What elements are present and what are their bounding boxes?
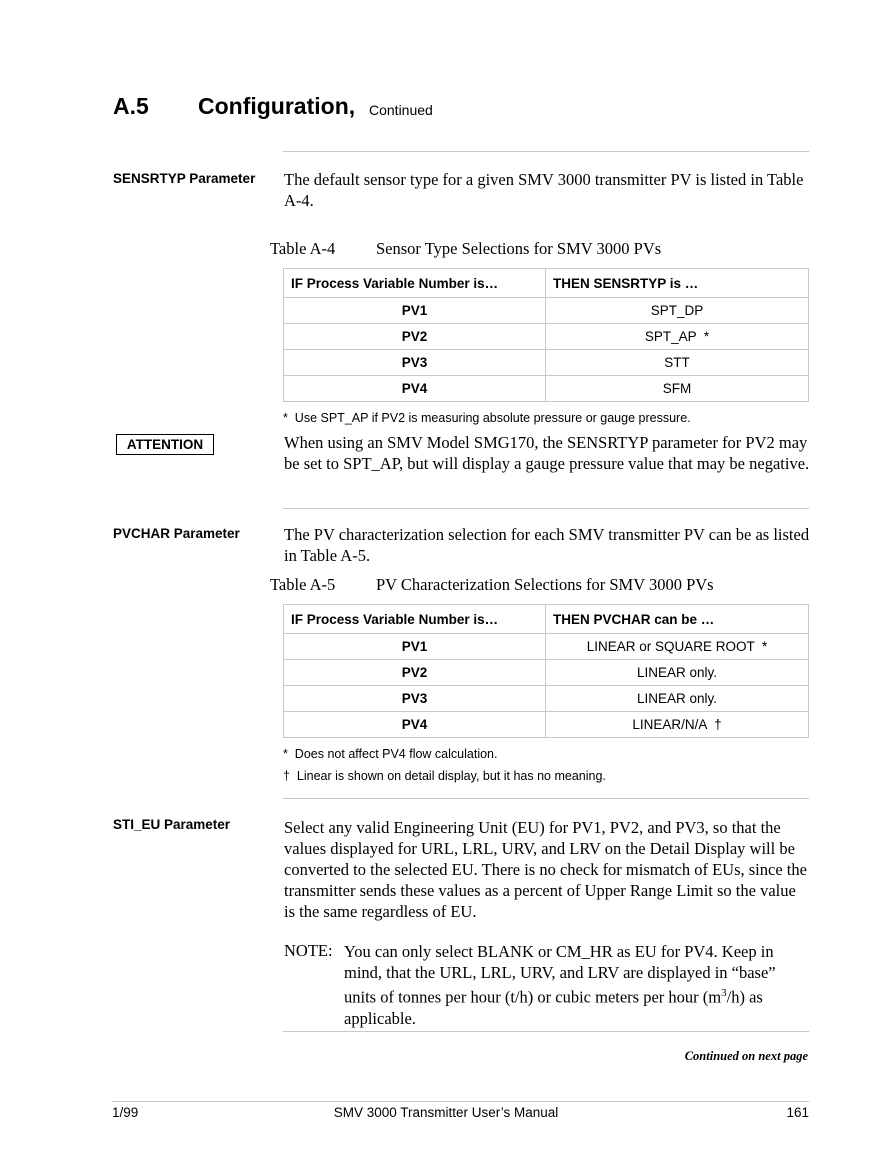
attention-badge: ATTENTION — [116, 434, 214, 455]
sensrtyp-text: The default sensor type for a given SMV 3000 transmitter PV is listed in Table A-4. — [284, 170, 804, 210]
sensrtyp-label: SENSRTYP Parameter — [113, 171, 256, 186]
value-cell: LINEAR or SQUARE ROOT * — [546, 634, 809, 660]
pv-cell: PV2 — [284, 660, 546, 686]
sti-eu-label: STI_EU Parameter — [113, 817, 231, 832]
table-header-cell: THEN SENSRTYP is … — [546, 269, 809, 298]
table-row — [284, 324, 809, 350]
note-label: NOTE: — [284, 941, 333, 960]
table-header-cell: THEN PVCHAR can be … — [546, 605, 809, 634]
divider — [283, 151, 809, 152]
table-row — [284, 298, 809, 324]
note-text — [344, 941, 810, 1029]
pv-cell: PV4 — [284, 712, 546, 738]
table-a5-caption — [270, 575, 714, 595]
divider — [283, 508, 809, 509]
table-header-cell: IF Process Variable Number is… — [284, 269, 546, 298]
table-a5-footnote-1: * Does not affect PV4 flow calculation. — [283, 747, 498, 761]
table-a4 — [283, 268, 809, 402]
table-header-row — [284, 605, 809, 634]
section-title — [198, 93, 355, 120]
attention-text: When using an SMV Model SMG170, the SENSRTYP parameter for PV2 may be set to SPT_AP, but will display a gauge pressure value that may be negative. — [284, 433, 810, 473]
pv-cell: PV1 — [284, 634, 546, 660]
divider — [283, 1031, 809, 1032]
table-a4-title: Sensor Type Selections for SMV 3000 PVs — [376, 239, 662, 258]
pvchar-label: PVCHAR Parameter — [113, 526, 240, 541]
table-row — [284, 350, 809, 376]
table-a5-title: PV Characterization Selections for SMV 3000 PVs — [376, 575, 714, 594]
table-row — [284, 686, 809, 712]
pvchar-text: The PV characterization selection for each SMV transmitter PV can be as listed in Table A-5. — [284, 525, 810, 565]
table-row — [284, 634, 809, 660]
value-cell: SFM — [546, 376, 809, 402]
value-cell: LINEAR only. — [546, 660, 809, 686]
value-cell: SPT_AP * — [546, 324, 809, 350]
section-title-text: Configuration, — [198, 93, 356, 119]
continued-label: Continued — [369, 102, 433, 118]
table-a5 — [283, 604, 809, 738]
pv-cell: PV4 — [284, 376, 546, 402]
footer-date: 1/99 — [112, 1105, 139, 1120]
table-header-cell: IF Process Variable Number is… — [284, 605, 546, 634]
note-superscript: 3 — [721, 987, 727, 999]
sti-eu-text: Select any valid Engineering Unit (EU) for PV1, PV2, and PV3, so that the values displayed for URL, LRL, URV, and LRV on the Detail Display will be converted to the selected EU. There is no check for mismatch of EUs, since the transmitter sends these values as a percent of Upper Range Limit so the value is the same regardless of EU. — [284, 818, 807, 921]
section-number: A.5 — [113, 93, 149, 119]
pv-cell: PV3 — [284, 686, 546, 712]
table-a5-number: Table A-5 — [270, 575, 336, 594]
continued-next-page: Continued on next page — [684, 1049, 808, 1063]
value-cell: STT — [546, 350, 809, 376]
footer-manual-title: SMV 3000 Transmitter User’s Manual — [333, 1105, 559, 1120]
table-a4-footnote: * Use SPT_AP if PV2 is measuring absolute pressure or gauge pressure. — [283, 411, 691, 425]
footer-page-number: 161 — [786, 1105, 809, 1120]
footer-divider — [112, 1101, 809, 1102]
pv-cell: PV3 — [284, 350, 546, 376]
pv-cell: PV2 — [284, 324, 546, 350]
table-row — [284, 660, 809, 686]
table-a4-number: Table A-4 — [270, 239, 336, 258]
table-row — [284, 376, 809, 402]
table-header-row — [284, 269, 809, 298]
value-cell: SPT_DP — [546, 298, 809, 324]
value-cell: LINEAR only. — [546, 686, 809, 712]
table-row — [284, 712, 809, 738]
table-a4-caption — [270, 239, 661, 259]
pv-cell: PV1 — [284, 298, 546, 324]
divider — [283, 798, 809, 799]
note-text-part-2: /h) as applicable. — [344, 987, 763, 1028]
note-text-part-1: You can only select BLANK or CM_HR as EU for PV4. Keep in mind, that the URL, LRL, URV, and LRV are displayed in “base” units of tonnes per hour (t/h) or cubic meters per hour (m — [344, 942, 776, 1007]
table-a5-footnote-2: † Linear is shown on detail display, but it has no meaning. — [283, 769, 606, 783]
value-cell: LINEAR/N/A † — [546, 712, 809, 738]
